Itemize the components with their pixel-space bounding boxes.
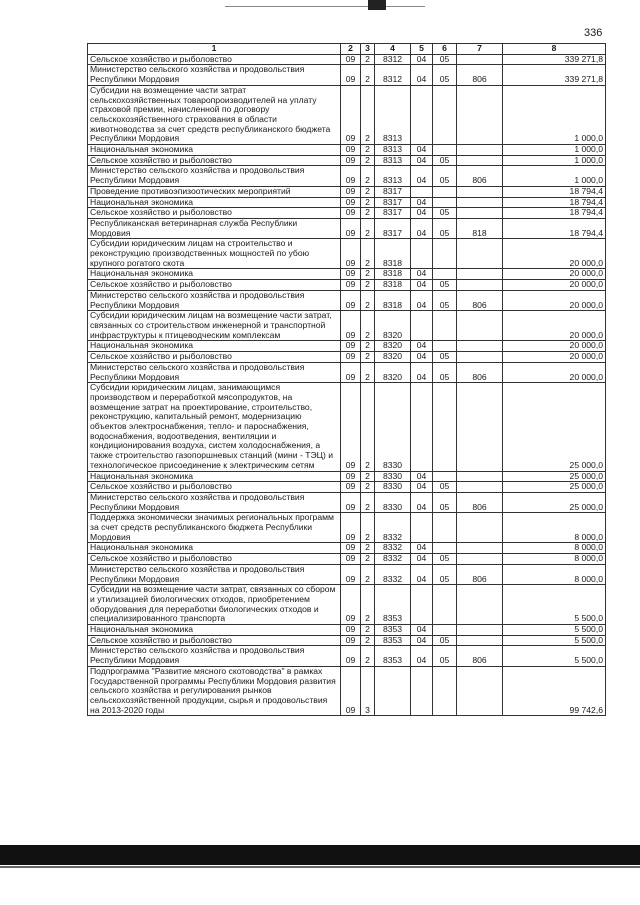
row-name-cell: Министерство сельского хозяйства и продовольствия Республики Мордовия xyxy=(88,646,341,666)
header-cell: 6 xyxy=(433,44,457,55)
table-row xyxy=(88,585,606,625)
row-code-cell: 8317 xyxy=(375,197,411,208)
row-code-cell: 2 xyxy=(361,166,375,186)
scan-bottom-line xyxy=(0,866,640,868)
row-code-cell: 18 794,4 xyxy=(503,208,606,219)
row-code-cell: 18 794,4 xyxy=(503,218,606,238)
row-code-cell: 2 xyxy=(361,341,375,352)
row-code-cell xyxy=(457,54,503,65)
row-name-cell: Министерство сельского хозяйства и продовольствия Республики Мордовия xyxy=(88,65,341,85)
row-code-cell: 8353 xyxy=(375,585,411,625)
row-code-cell: 2 xyxy=(361,186,375,197)
row-code-cell: 09 xyxy=(341,155,361,166)
row-code-cell: 5 500,0 xyxy=(503,625,606,636)
row-code-cell xyxy=(457,482,503,493)
row-code-cell: 8317 xyxy=(375,186,411,197)
row-code-cell xyxy=(433,311,457,341)
table-row xyxy=(88,362,606,382)
row-code-cell: 8313 xyxy=(375,155,411,166)
table-row xyxy=(88,341,606,352)
row-code-cell: 8332 xyxy=(375,564,411,584)
row-code-cell: 05 xyxy=(433,65,457,85)
row-code-cell: 09 xyxy=(341,471,361,482)
row-code-cell: 09 xyxy=(341,564,361,584)
row-code-cell xyxy=(457,208,503,219)
row-code-cell: 2 xyxy=(361,635,375,646)
row-code-cell xyxy=(411,85,433,144)
row-code-cell: 05 xyxy=(433,208,457,219)
row-code-cell: 05 xyxy=(433,564,457,584)
row-name-cell: Национальная экономика xyxy=(88,625,341,636)
row-code-cell: 2 xyxy=(361,471,375,482)
row-code-cell: 3 xyxy=(361,666,375,716)
row-code-cell: 1 000,0 xyxy=(503,155,606,166)
row-code-cell: 05 xyxy=(433,362,457,382)
row-code-cell: 05 xyxy=(433,290,457,310)
row-code-cell: 25 000,0 xyxy=(503,482,606,493)
row-code-cell: 05 xyxy=(433,54,457,65)
row-code-cell: 09 xyxy=(341,666,361,716)
row-code-cell: 806 xyxy=(457,290,503,310)
row-code-cell: 8353 xyxy=(375,646,411,666)
row-code-cell: 20 000,0 xyxy=(503,239,606,269)
table-row xyxy=(88,239,606,269)
row-code-cell: 25 000,0 xyxy=(503,471,606,482)
row-code-cell xyxy=(457,635,503,646)
row-code-cell: 8318 xyxy=(375,280,411,291)
row-code-cell: 8313 xyxy=(375,85,411,144)
table-row xyxy=(88,290,606,310)
row-code-cell: 99 742,6 xyxy=(503,666,606,716)
row-code-cell: 09 xyxy=(341,85,361,144)
row-code-cell: 20 000,0 xyxy=(503,352,606,363)
row-code-cell xyxy=(411,666,433,716)
table-row xyxy=(88,646,606,666)
row-code-cell: 8320 xyxy=(375,362,411,382)
row-code-cell: 806 xyxy=(457,564,503,584)
row-code-cell: 8318 xyxy=(375,239,411,269)
row-code-cell: 05 xyxy=(433,646,457,666)
row-code-cell: 8 000,0 xyxy=(503,543,606,554)
row-code-cell: 8317 xyxy=(375,218,411,238)
row-code-cell: 806 xyxy=(457,492,503,512)
row-code-cell: 5 500,0 xyxy=(503,585,606,625)
row-code-cell: 2 xyxy=(361,513,375,543)
row-code-cell: 2 xyxy=(361,311,375,341)
row-code-cell: 04 xyxy=(411,482,433,493)
table-row xyxy=(88,492,606,512)
row-code-cell: 8312 xyxy=(375,54,411,65)
row-code-cell: 09 xyxy=(341,646,361,666)
row-name-cell: Сельское хозяйство и рыболовство xyxy=(88,208,341,219)
row-code-cell: 04 xyxy=(411,218,433,238)
table-row xyxy=(88,54,606,65)
row-code-cell: 09 xyxy=(341,554,361,565)
row-code-cell: 8313 xyxy=(375,166,411,186)
row-code-cell: 20 000,0 xyxy=(503,290,606,310)
row-code-cell: 04 xyxy=(411,543,433,554)
row-code-cell: 25 000,0 xyxy=(503,492,606,512)
row-code-cell: 09 xyxy=(341,197,361,208)
table-row xyxy=(88,280,606,291)
header-cell: 4 xyxy=(375,44,411,55)
table-row xyxy=(88,197,606,208)
row-code-cell: 05 xyxy=(433,492,457,512)
row-code-cell xyxy=(457,269,503,280)
row-name-cell: Подпрограмма "Развитие мясного скотоводства" в рамках Государственной программы Республики Мордовия развития сельского хозяйства и регулирования рынков сельскохозяйственной продукции, сырья и продовольствия на 2013-2020 годы xyxy=(88,666,341,716)
row-name-cell: Национальная экономика xyxy=(88,341,341,352)
row-code-cell: 2 xyxy=(361,54,375,65)
row-code-cell xyxy=(433,666,457,716)
budget-table-body xyxy=(88,44,606,716)
row-code-cell: 09 xyxy=(341,54,361,65)
row-code-cell xyxy=(457,625,503,636)
header-cell: 1 xyxy=(88,44,341,55)
row-code-cell: 2 xyxy=(361,383,375,471)
row-code-cell: 818 xyxy=(457,218,503,238)
row-code-cell: 09 xyxy=(341,311,361,341)
row-name-cell: Субсидии юридическим лицам, занимающимся производством и переработкой мясопродуктов, на возмещение затрат на проектирование, строительство, реконструкцию, капитальный ремонт, модернизацию объектов электроснабжения, тепло- и пароснабжения, водоснабжения, водоотведения, вентиляции и кондиционирования воздуха, систем холодоснабжения, а также строительство газопоршневых станций (мини - ТЭЦ) и технологическое присоединение к электрическим сетям xyxy=(88,383,341,471)
row-name-cell: Сельское хозяйство и рыболовство xyxy=(88,155,341,166)
row-code-cell: 8320 xyxy=(375,311,411,341)
row-code-cell: 2 xyxy=(361,145,375,156)
row-code-cell: 18 794,4 xyxy=(503,186,606,197)
row-code-cell xyxy=(433,85,457,144)
row-code-cell: 09 xyxy=(341,625,361,636)
row-code-cell: 09 xyxy=(341,218,361,238)
row-code-cell xyxy=(433,239,457,269)
row-code-cell: 04 xyxy=(411,554,433,565)
row-name-cell: Сельское хозяйство и рыболовство xyxy=(88,554,341,565)
row-code-cell: 04 xyxy=(411,197,433,208)
row-name-cell: Проведение противоэпизоотических мероприятий xyxy=(88,186,341,197)
table-row xyxy=(88,155,606,166)
budget-table xyxy=(87,43,606,716)
table-row xyxy=(88,145,606,156)
row-code-cell: 8318 xyxy=(375,269,411,280)
row-code-cell xyxy=(433,513,457,543)
table-row xyxy=(88,166,606,186)
row-code-cell: 04 xyxy=(411,155,433,166)
row-code-cell xyxy=(457,543,503,554)
row-code-cell: 04 xyxy=(411,362,433,382)
row-code-cell: 09 xyxy=(341,635,361,646)
table-row xyxy=(88,311,606,341)
row-code-cell: 8332 xyxy=(375,543,411,554)
scan-artifact xyxy=(368,0,386,10)
row-code-cell xyxy=(457,383,503,471)
table-row xyxy=(88,85,606,144)
row-code-cell: 8320 xyxy=(375,352,411,363)
row-name-cell: Субсидии на возмещение части затрат, связанных со сбором и утилизацией биологических отходов, приобретением оборудования для переработки биологических отходов и специализированного транспорта xyxy=(88,585,341,625)
row-code-cell: 2 xyxy=(361,352,375,363)
row-name-cell: Национальная экономика xyxy=(88,543,341,554)
row-code-cell xyxy=(457,666,503,716)
row-code-cell: 8 000,0 xyxy=(503,564,606,584)
header-cell: 3 xyxy=(361,44,375,55)
row-code-cell: 09 xyxy=(341,186,361,197)
row-code-cell: 09 xyxy=(341,492,361,512)
row-code-cell: 09 xyxy=(341,362,361,382)
table-row xyxy=(88,635,606,646)
table-row xyxy=(88,383,606,471)
table-row xyxy=(88,666,606,716)
row-code-cell: 806 xyxy=(457,166,503,186)
row-name-cell: Национальная экономика xyxy=(88,145,341,156)
row-code-cell: 04 xyxy=(411,625,433,636)
row-code-cell: 04 xyxy=(411,280,433,291)
row-code-cell: 2 xyxy=(361,218,375,238)
table-row xyxy=(88,208,606,219)
row-code-cell: 05 xyxy=(433,280,457,291)
row-name-cell: Министерство сельского хозяйства и продовольствия Республики Мордовия xyxy=(88,290,341,310)
row-name-cell: Сельское хозяйство и рыболовство xyxy=(88,280,341,291)
row-code-cell xyxy=(433,197,457,208)
row-code-cell: 20 000,0 xyxy=(503,280,606,291)
row-code-cell: 2 xyxy=(361,239,375,269)
row-code-cell: 04 xyxy=(411,145,433,156)
row-code-cell: 09 xyxy=(341,290,361,310)
row-code-cell: 09 xyxy=(341,513,361,543)
row-code-cell: 2 xyxy=(361,362,375,382)
row-code-cell: 09 xyxy=(341,239,361,269)
row-code-cell: 09 xyxy=(341,280,361,291)
row-code-cell xyxy=(457,85,503,144)
row-name-cell: Министерство сельского хозяйства и продовольствия Республики Мордовия xyxy=(88,564,341,584)
row-code-cell xyxy=(411,383,433,471)
row-code-cell: 8318 xyxy=(375,290,411,310)
row-code-cell xyxy=(457,155,503,166)
row-code-cell xyxy=(411,239,433,269)
row-code-cell: 05 xyxy=(433,155,457,166)
row-code-cell xyxy=(433,383,457,471)
row-code-cell xyxy=(433,543,457,554)
row-name-cell: Сельское хозяйство и рыболовство xyxy=(88,482,341,493)
row-code-cell xyxy=(457,186,503,197)
row-code-cell: 2 xyxy=(361,543,375,554)
row-code-cell: 04 xyxy=(411,341,433,352)
row-code-cell xyxy=(457,280,503,291)
row-code-cell xyxy=(457,513,503,543)
table-header-row xyxy=(88,44,606,55)
row-code-cell: 2 xyxy=(361,492,375,512)
row-name-cell: Сельское хозяйство и рыболовство xyxy=(88,635,341,646)
row-code-cell: 18 794,4 xyxy=(503,197,606,208)
row-code-cell: 20 000,0 xyxy=(503,269,606,280)
scan-edge-line xyxy=(225,6,425,7)
table-row xyxy=(88,218,606,238)
row-code-cell: 2 xyxy=(361,85,375,144)
row-code-cell: 09 xyxy=(341,383,361,471)
row-code-cell: 20 000,0 xyxy=(503,362,606,382)
row-code-cell: 20 000,0 xyxy=(503,341,606,352)
row-code-cell: 2 xyxy=(361,208,375,219)
row-code-cell: 8330 xyxy=(375,383,411,471)
row-code-cell xyxy=(411,585,433,625)
row-code-cell: 8312 xyxy=(375,65,411,85)
row-code-cell xyxy=(433,186,457,197)
row-code-cell: 2 xyxy=(361,155,375,166)
row-name-cell: Республиканская ветеринарная служба Республики Мордовия xyxy=(88,218,341,238)
row-code-cell: 05 xyxy=(433,218,457,238)
row-code-cell: 2 xyxy=(361,564,375,584)
row-code-cell: 04 xyxy=(411,269,433,280)
row-code-cell: 09 xyxy=(341,269,361,280)
row-code-cell: 806 xyxy=(457,646,503,666)
row-code-cell: 05 xyxy=(433,166,457,186)
row-code-cell xyxy=(433,585,457,625)
table-row xyxy=(88,513,606,543)
row-code-cell: 8353 xyxy=(375,635,411,646)
row-code-cell xyxy=(411,311,433,341)
table-row xyxy=(88,352,606,363)
row-code-cell: 04 xyxy=(411,492,433,512)
row-code-cell: 8 000,0 xyxy=(503,513,606,543)
row-name-cell: Сельское хозяйство и рыболовство xyxy=(88,352,341,363)
row-code-cell: 339 271,8 xyxy=(503,54,606,65)
row-code-cell: 339 271,8 xyxy=(503,65,606,85)
header-cell: 8 xyxy=(503,44,606,55)
row-code-cell: 05 xyxy=(433,635,457,646)
row-code-cell: 2 xyxy=(361,625,375,636)
row-code-cell xyxy=(457,197,503,208)
row-code-cell: 8330 xyxy=(375,482,411,493)
row-code-cell: 04 xyxy=(411,65,433,85)
row-code-cell: 2 xyxy=(361,269,375,280)
row-code-cell: 04 xyxy=(411,290,433,310)
table-row xyxy=(88,625,606,636)
header-cell: 7 xyxy=(457,44,503,55)
row-code-cell xyxy=(457,471,503,482)
row-code-cell xyxy=(457,585,503,625)
row-code-cell: 09 xyxy=(341,482,361,493)
row-code-cell: 04 xyxy=(411,564,433,584)
row-code-cell xyxy=(457,145,503,156)
row-name-cell: Министерство сельского хозяйства и продовольствия Республики Мордовия xyxy=(88,166,341,186)
row-code-cell: 04 xyxy=(411,635,433,646)
row-code-cell: 1 000,0 xyxy=(503,166,606,186)
header-cell: 5 xyxy=(411,44,433,55)
row-name-cell: Поддержка экономически значимых региональных программ за счет средств республиканского бюджета Республики Мордовия xyxy=(88,513,341,543)
row-code-cell: 2 xyxy=(361,280,375,291)
row-code-cell: 09 xyxy=(341,543,361,554)
row-code-cell: 09 xyxy=(341,65,361,85)
row-code-cell: 8353 xyxy=(375,625,411,636)
page-number: 336 xyxy=(584,27,603,39)
table-row xyxy=(88,554,606,565)
row-code-cell: 8332 xyxy=(375,554,411,565)
row-code-cell: 04 xyxy=(411,208,433,219)
row-name-cell: Субсидии юридическим лицам на строительство и реконструкцию производственных мощностей по убою крупного рогатого скота xyxy=(88,239,341,269)
row-code-cell: 2 xyxy=(361,197,375,208)
row-code-cell xyxy=(433,625,457,636)
row-code-cell xyxy=(433,145,457,156)
table-row xyxy=(88,471,606,482)
row-code-cell xyxy=(457,311,503,341)
row-code-cell: 05 xyxy=(433,352,457,363)
row-code-cell: 8317 xyxy=(375,208,411,219)
row-code-cell: 2 xyxy=(361,65,375,85)
table-row xyxy=(88,543,606,554)
row-code-cell: 1 000,0 xyxy=(503,85,606,144)
row-code-cell: 25 000,0 xyxy=(503,383,606,471)
row-code-cell: 09 xyxy=(341,585,361,625)
row-code-cell xyxy=(457,352,503,363)
row-code-cell xyxy=(457,239,503,269)
row-name-cell: Субсидии на возмещение части затрат сельскохозяйственных товаропроизводителей на уплату страховой премии, начисленной по договору сельскохозяйственного страхования в области животноводства за счет средств республиканского бюджета Республики Мордовия xyxy=(88,85,341,144)
row-code-cell: 20 000,0 xyxy=(503,311,606,341)
row-code-cell xyxy=(457,554,503,565)
row-code-cell: 5 500,0 xyxy=(503,635,606,646)
row-code-cell xyxy=(433,269,457,280)
row-name-cell: Министерство сельского хозяйства и продовольствия Республики Мордовия xyxy=(88,362,341,382)
row-code-cell: 8330 xyxy=(375,471,411,482)
scan-bottom-bar xyxy=(0,845,640,865)
row-code-cell xyxy=(411,513,433,543)
row-code-cell: 2 xyxy=(361,646,375,666)
row-code-cell: 09 xyxy=(341,145,361,156)
row-code-cell: 04 xyxy=(411,54,433,65)
table-row xyxy=(88,269,606,280)
row-code-cell: 1 000,0 xyxy=(503,145,606,156)
table-row xyxy=(88,65,606,85)
row-name-cell: Субсидии юридическим лицам на возмещение части затрат, связанных со строительством инженерной и транспортной инфраструктуры к птицеводческим комплексам xyxy=(88,311,341,341)
row-code-cell: 04 xyxy=(411,471,433,482)
row-name-cell: Национальная экономика xyxy=(88,269,341,280)
row-code-cell: 2 xyxy=(361,554,375,565)
row-code-cell: 8 000,0 xyxy=(503,554,606,565)
row-code-cell: 5 500,0 xyxy=(503,646,606,666)
row-code-cell: 04 xyxy=(411,646,433,666)
row-code-cell xyxy=(457,341,503,352)
row-name-cell: Сельское хозяйство и рыболовство xyxy=(88,54,341,65)
table-row xyxy=(88,564,606,584)
row-code-cell: 2 xyxy=(361,482,375,493)
row-code-cell: 8313 xyxy=(375,145,411,156)
row-name-cell: Министерство сельского хозяйства и продовольствия Республики Мордовия xyxy=(88,492,341,512)
row-code-cell: 8330 xyxy=(375,492,411,512)
row-code-cell: 806 xyxy=(457,362,503,382)
table-row xyxy=(88,482,606,493)
row-code-cell: 05 xyxy=(433,482,457,493)
row-code-cell xyxy=(433,471,457,482)
row-name-cell: Национальная экономика xyxy=(88,471,341,482)
row-code-cell: 04 xyxy=(411,166,433,186)
row-code-cell xyxy=(375,666,411,716)
row-code-cell: 2 xyxy=(361,290,375,310)
row-name-cell: Национальная экономика xyxy=(88,197,341,208)
row-code-cell: 8332 xyxy=(375,513,411,543)
table-row xyxy=(88,186,606,197)
row-code-cell: 806 xyxy=(457,65,503,85)
row-code-cell: 09 xyxy=(341,352,361,363)
row-code-cell: 2 xyxy=(361,585,375,625)
header-cell: 2 xyxy=(341,44,361,55)
row-code-cell: 04 xyxy=(411,352,433,363)
row-code-cell: 8320 xyxy=(375,341,411,352)
row-code-cell xyxy=(411,186,433,197)
row-code-cell: 09 xyxy=(341,341,361,352)
row-code-cell xyxy=(433,341,457,352)
row-code-cell: 09 xyxy=(341,166,361,186)
row-code-cell: 05 xyxy=(433,554,457,565)
row-code-cell: 09 xyxy=(341,208,361,219)
